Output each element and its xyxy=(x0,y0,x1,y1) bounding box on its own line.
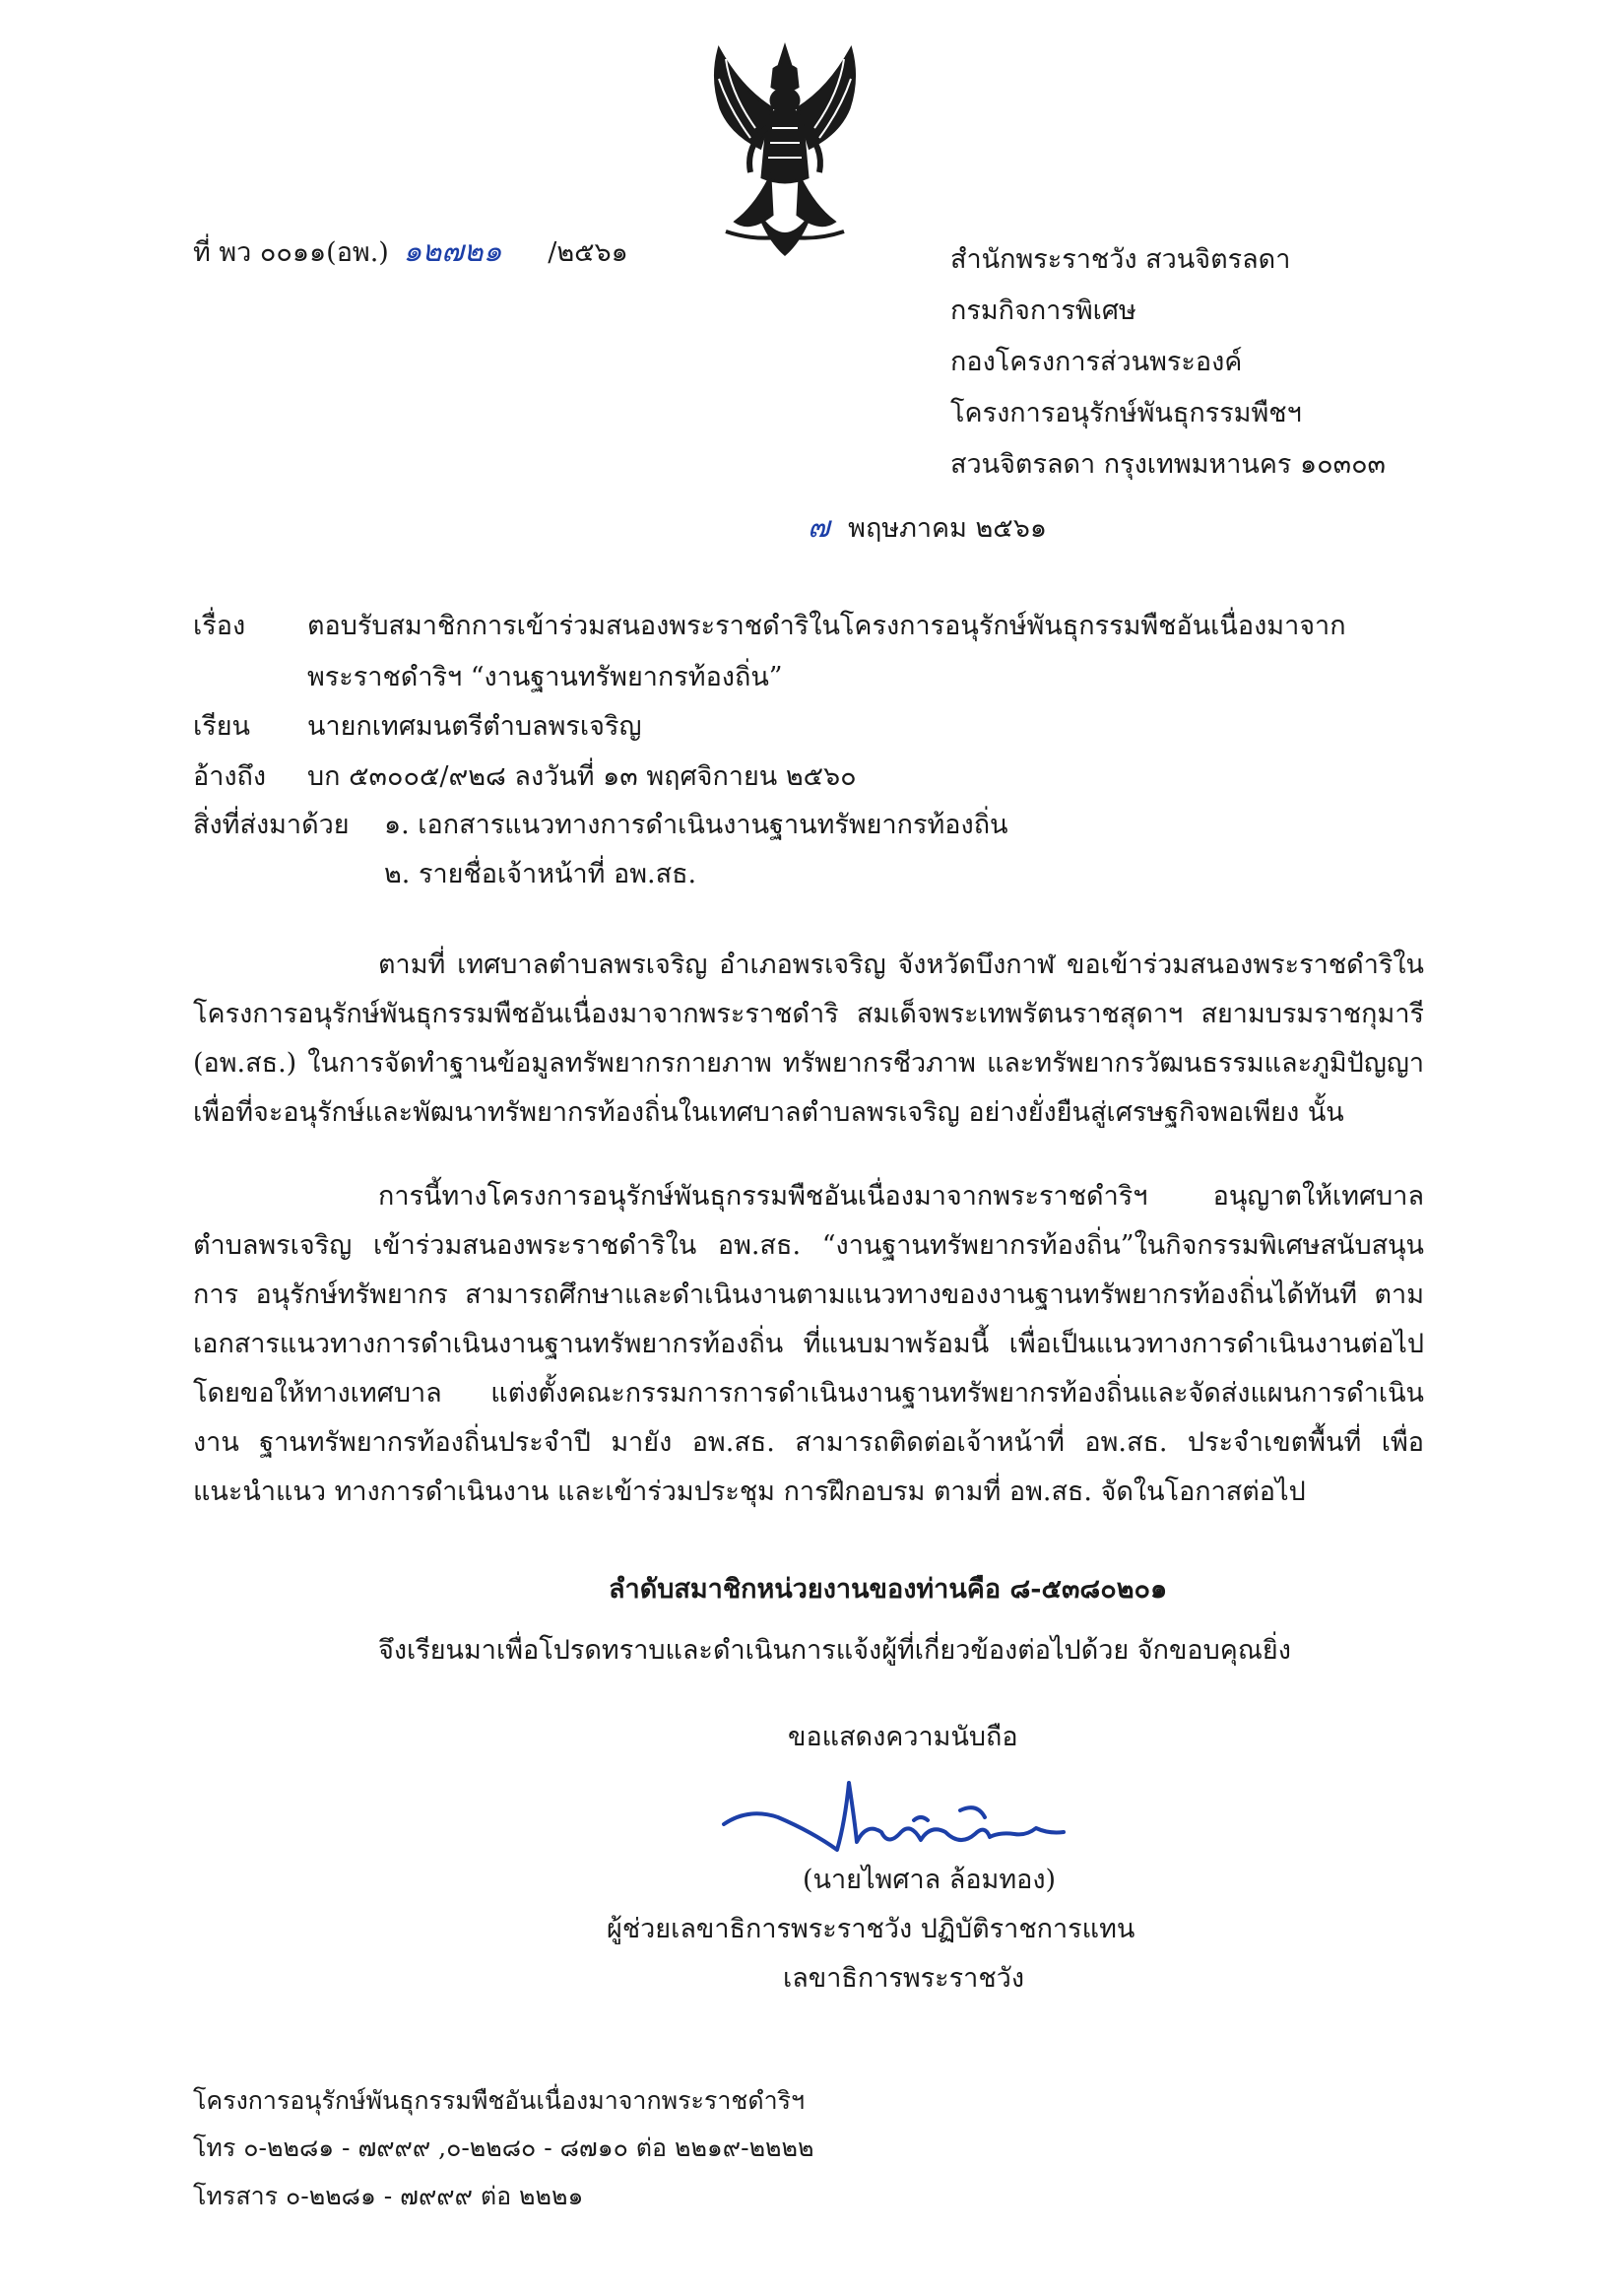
footer-fax: โทรสาร ๐-๒๒๘๑ - ๗๙๙๙ ต่อ ๒๒๒๑ xyxy=(193,2182,584,2210)
subject-label: เรื่อง xyxy=(193,611,246,641)
org-line-1: สำนักพระราชวัง สวนจิตรลดา xyxy=(950,244,1291,275)
ref-prefix: ที่ พว ๐๐๑๑(อพ.) xyxy=(193,237,389,268)
ref-handwritten: ๑๒๗๒๑ xyxy=(403,234,502,269)
reference-value: บก ๕๓๐๐๕/๙๒๘ ลงวันที่ ๑๓ พฤศจิกายน ๒๕๖๐ xyxy=(307,761,857,792)
handwritten-signature xyxy=(719,1763,1093,1871)
to-value: นายกเทศมนตรีตำบลพรเจริญ xyxy=(307,711,642,742)
subject-line-1: ตอบรับสมาชิกการเข้าร่วมสนองพระราชดำริในโครงการอนุรักษ์พันธุกรรมพืชอันเนื่องมาจาก xyxy=(307,611,1346,641)
org-line-2: กรมกิจการพิเศษ xyxy=(950,295,1136,326)
member-number-line: ลำดับสมาชิกหน่วยงานของท่านคือ ๘-๕๓๘๐๒๐๑ xyxy=(609,1574,1168,1605)
signatory-title-2: เลขาธิการพระราชวัง xyxy=(783,1963,1025,1994)
footer-org: โครงการอนุรักษ์พันธุกรรมพืชอันเนื่องมาจากพระราชดำริฯ xyxy=(193,2086,806,2115)
footer-phone: โทร ๐-๒๒๘๑ - ๗๙๙๙ ,๐-๒๒๘๐ - ๘๗๑๐ ต่อ ๒๒๑๙-๒๒๒๒ xyxy=(193,2133,814,2162)
to-label: เรียน xyxy=(193,711,251,742)
org-line-3: กองโครงการส่วนพระองค์ xyxy=(950,347,1243,377)
org-line-5: สวนจิตรลดา กรุงเทพมหานคร ๑๐๓๐๓ xyxy=(950,449,1387,480)
enclosure-item-1: ๑. เอกสารแนวทางการดำเนินงานฐานทรัพยากรท้องถิ่น xyxy=(384,810,1008,840)
sender-address xyxy=(950,234,1386,491)
enclosure-label: สิ่งที่ส่งมาด้วย xyxy=(193,810,350,840)
paragraph-2-text: การนี้ทางโครงการอนุรักษ์พันธุกรรมพืชอันเนื่องมาจากพระราชดำริฯ อนุญาตให้เทศบาล ตำบลพรเจริญ เข้าร่วมสนองพระราชดำริใน อพ.สธ. “งานฐานทรัพยากรท้องถิ่น”ในกิจกรรมพิเศษสนับสนุนการ อนุรักษ์ทรัพยากร สามารถศึกษาและดำเนินงานตามแนวทางของงานฐานทรัพยากรท้องถิ่นได้ทันที ตาม เอกสารแนวทางการดำเนินงานฐานทรัพยากรท้องถิ่น ที่แนบมาพร้อมนี้ เพื่อเป็นแนวทางการดำเนินงานต่อไป โดยขอให้ทางเทศบาล แต่งตั้งคณะกรรมการการดำเนินงานฐานทรัพยากรท้องถิ่นและจัดส่งแผนการดำเนินงาน ฐานทรัพยากรท้องถิ่นประจำปี มายัง อพ.สธ. สามารถติดต่อเจ้าหน้าที่ อพ.สธ. ประจำเขตพื้นที่ เพื่อแนะนำแนว ทางการดำเนินงาน และเข้าร่วมประชุม การฝึกอบรม ตามที่ อพ.สธ. จัดในโอกาสต่อไป xyxy=(193,1181,1424,1507)
subject-line-2: พระราชดำริฯ “งานฐานทรัพยากรท้องถิ่น” xyxy=(307,662,783,692)
paragraph-1-text: ตามที่ เทศบาลตำบลพรเจริญ อำเภอพรเจริญ จังหวัดบึงกาฬ ขอเข้าร่วมสนองพระราชดำริใน โครงการอนุรักษ์พันธุกรรมพืชอันเนื่องมาจากพระราชดำริ สมเด็จพระเทพรัตนราชสุดาฯ สยามบรมราชกุมารี (อพ.สธ.) ในการจัดทำฐานข้อมูลทรัพยากรกายภาพ ทรัพยากรชีวภาพ และทรัพยากรวัฒนธรรมและภูมิปัญญา เพื่อที่จะอนุรักษ์และพัฒนาทรัพยากรท้องถิ่นในเทศบาลตำบลพรเจริญ อย่างยั่งยืนสู่เศรษฐกิจพอเพียง นั้น xyxy=(193,950,1424,1128)
signatory-title-1: ผู้ช่วยเลขาธิการพระราชวัง ปฏิบัติราชการแทน xyxy=(607,1914,1135,1944)
body-paragraph-1 xyxy=(193,941,1424,1138)
date-day-handwritten: ๗ xyxy=(808,510,830,545)
date-month-year: พฤษภาคม ๒๕๖๑ xyxy=(848,513,1048,544)
letter-date xyxy=(808,510,1047,546)
reference-label: อ้างถึง xyxy=(193,761,267,792)
reference-number xyxy=(193,234,628,270)
org-line-4: โครงการอนุรักษ์พันธุกรรมพืชฯ xyxy=(950,398,1302,428)
valediction: ขอแสดงความนับถือ xyxy=(788,1722,1018,1752)
signatory-name: (นายไพศาล ล้อมทอง) xyxy=(803,1865,1057,1895)
ref-year: /๒๕๖๑ xyxy=(548,237,628,268)
enclosure-item-2: ๒. รายชื่อเจ้าหน้าที่ อพ.สธ. xyxy=(384,859,697,889)
body-paragraph-2 xyxy=(193,1172,1424,1517)
garuda-emblem-icon xyxy=(701,39,869,261)
closing-request: จึงเรียนมาเพื่อโปรดทราบและดำเนินการแจ้งผู้ที่เกี่ยวข้องต่อไปด้วย จักขอบคุณยิ่ง xyxy=(378,1635,1291,1666)
